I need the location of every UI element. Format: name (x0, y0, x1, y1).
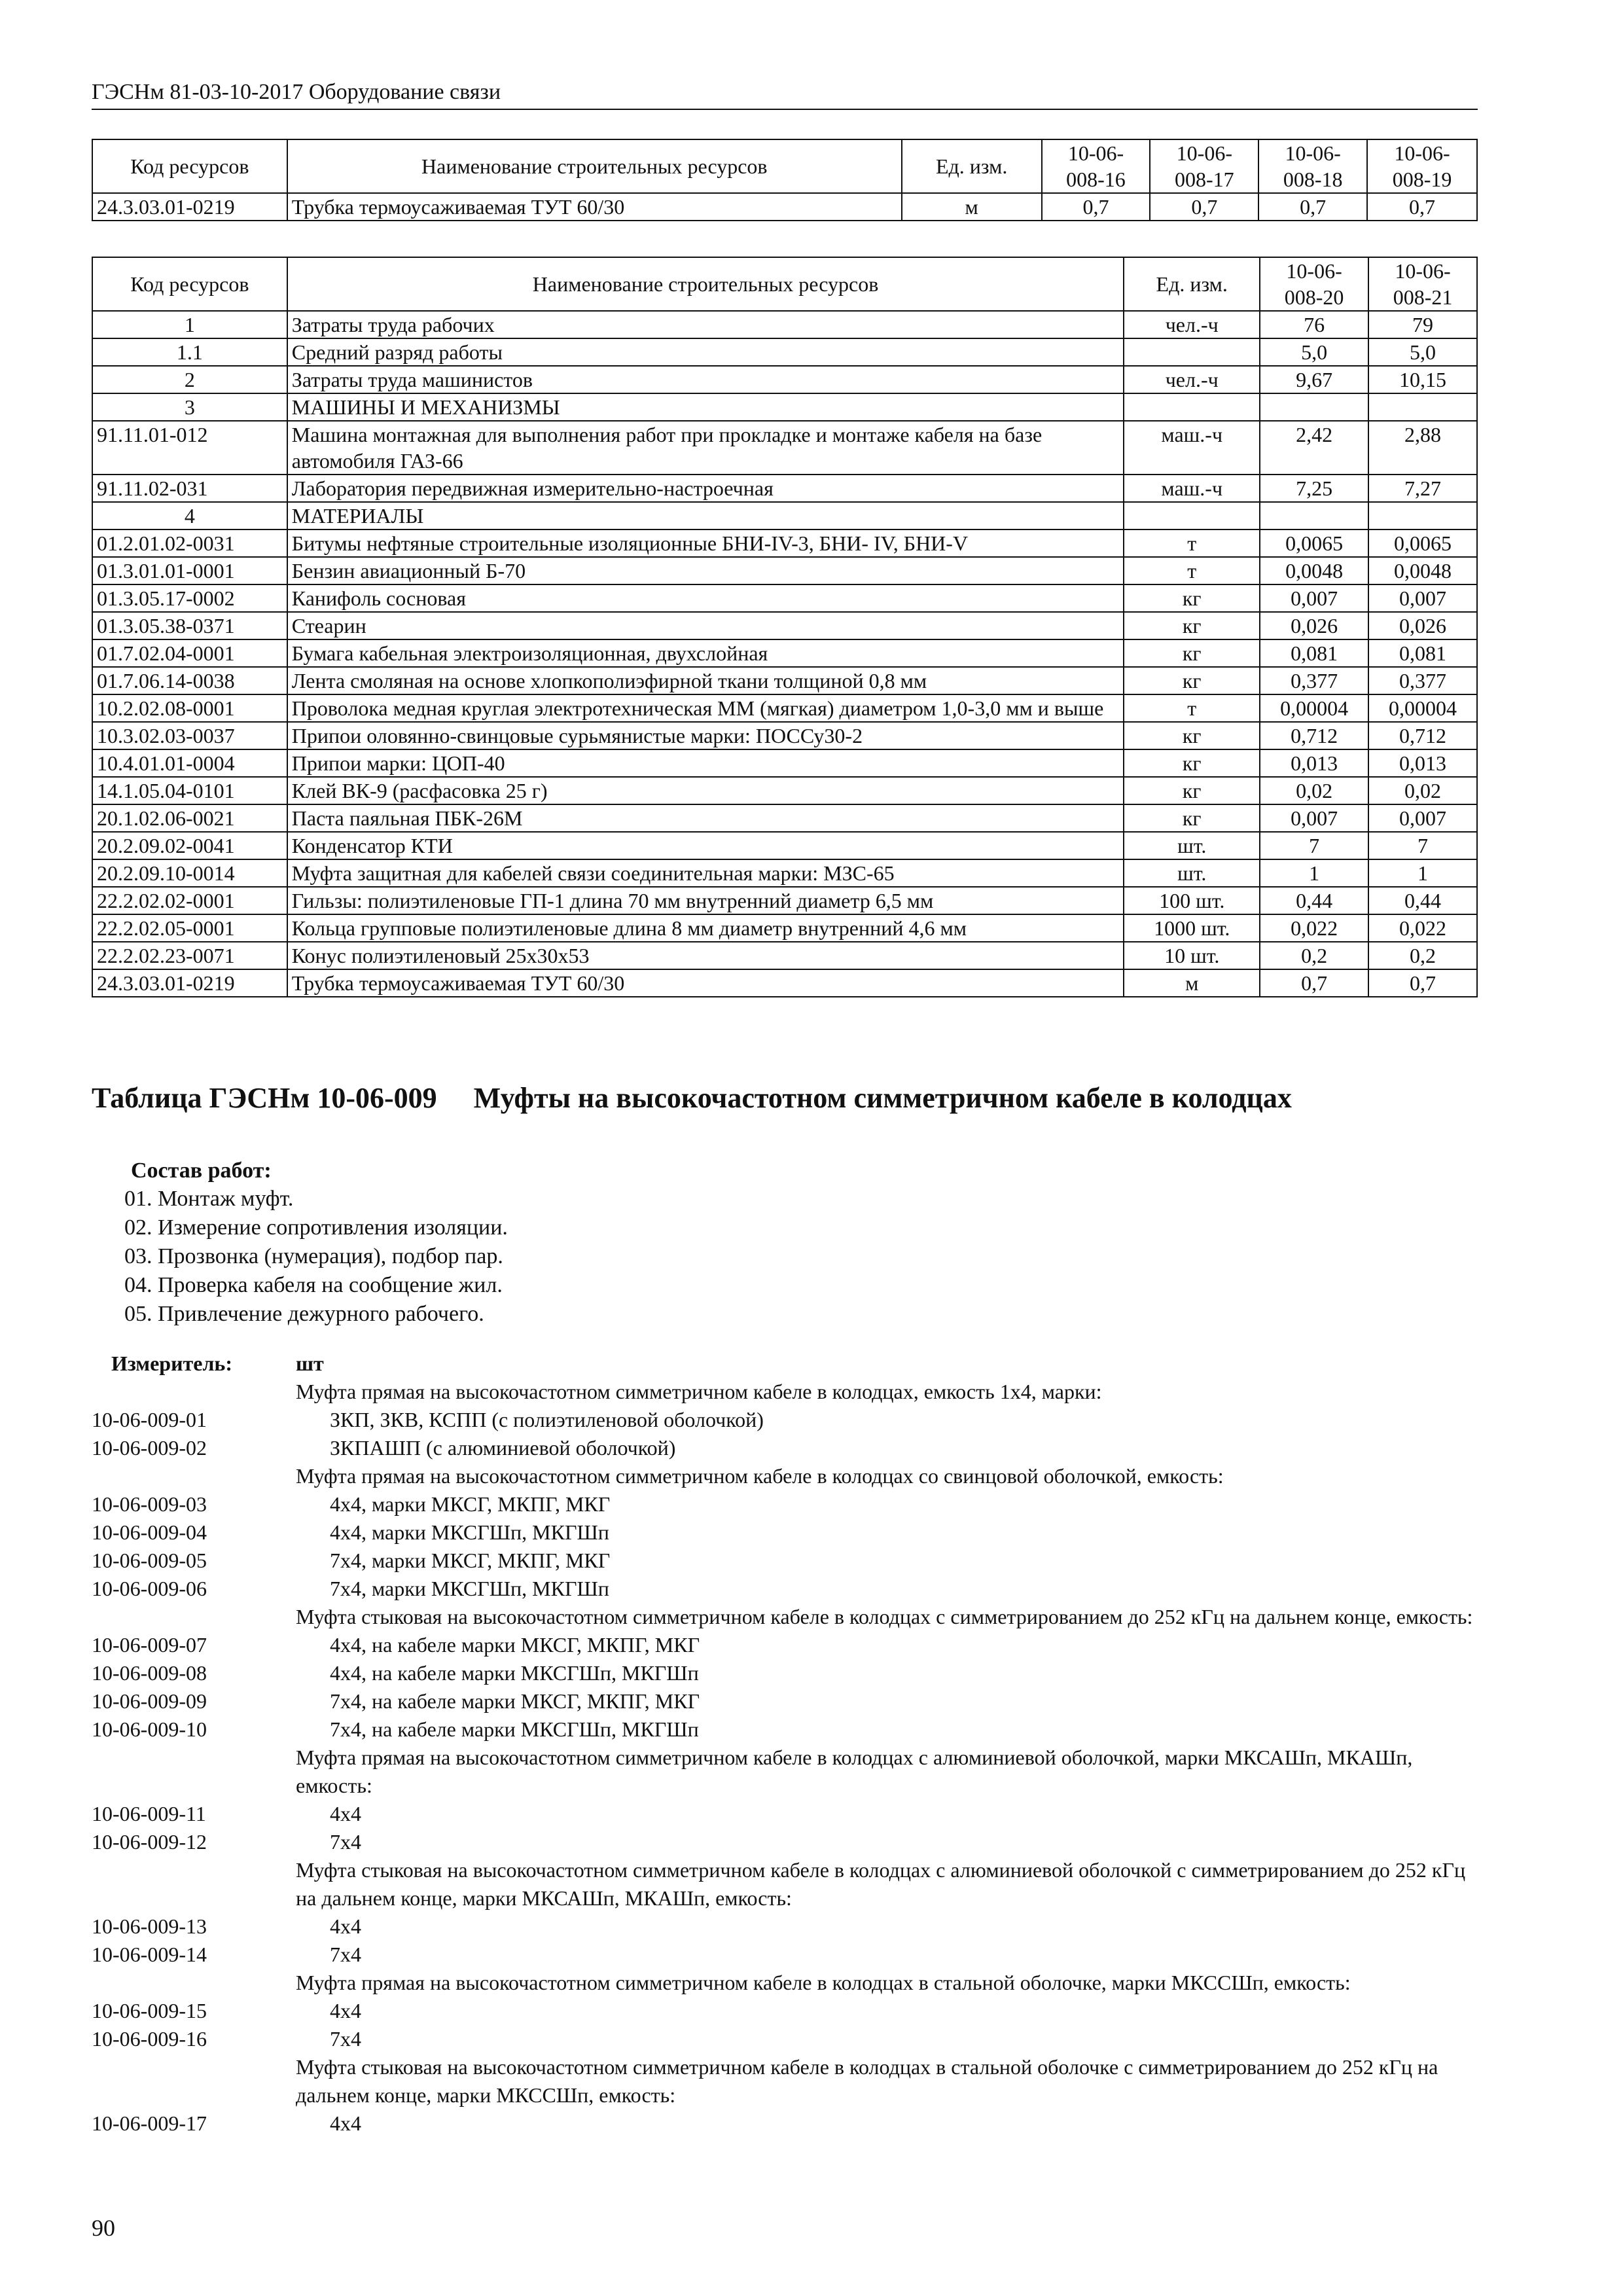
item-description: 4х4 (330, 1802, 361, 1825)
table-row (92, 832, 1477, 859)
cell-value: 0,007 (1368, 584, 1477, 612)
cell-unit: т (1124, 529, 1260, 557)
col-header-008-18: 10-06- 008-18 (1258, 139, 1367, 193)
table-row (92, 421, 1477, 475)
cell-value: 7 (1368, 832, 1477, 859)
running-header: ГЭСНм 81-03-10-2017 Оборудование связи (92, 79, 1478, 110)
cell-name: Затраты труда машинистов (287, 366, 1124, 393)
item-description: 4х4, на кабеле марки МКСГ, МКПГ, МКГ (330, 1633, 700, 1657)
cell-value (1260, 502, 1368, 529)
table-row (92, 887, 1477, 914)
item-code (92, 1856, 296, 1912)
item-description: Муфта прямая на высокочастотном симметричном кабеле в колодцах, емкость 1х4, марки: (296, 1380, 1102, 1403)
list-item (92, 1603, 1478, 1631)
cell-unit: кг (1124, 639, 1260, 667)
col-header-unit: Ед. изм. (902, 139, 1042, 193)
list-item (92, 1856, 1478, 1912)
list-item (92, 1659, 1478, 1687)
list-item (92, 2053, 1478, 2109)
item-code: 10-06-009-17 (92, 2111, 207, 2135)
cell-name: Бензин авиационный Б-70 (287, 557, 1124, 584)
cell-value: 0,7 (1260, 969, 1368, 997)
cell-unit: чел.-ч (1124, 311, 1260, 338)
cell-value: 7 (1260, 832, 1368, 859)
cell-name: Припои марки: ЦОП-40 (287, 749, 1124, 777)
list-item: 02. Измерение сопротивления изоляции. (124, 1215, 508, 1240)
cell-code: 20.2.09.10-0014 (92, 859, 287, 887)
cell-unit: кг (1124, 612, 1260, 639)
table-label: Таблица ГЭСНм 10-06-009 (92, 1082, 437, 1114)
list-item: 05. Привлечение дежурного рабочего. (124, 1302, 484, 1326)
list-item (92, 1518, 1478, 1547)
cell-value: 0,013 (1368, 749, 1477, 777)
item-code (92, 1378, 296, 1406)
item-code: 10-06-009-03 (92, 1492, 207, 1516)
col-header-008-17: 10-06- 008-17 (1150, 139, 1258, 193)
item-description: Муфта стыковая на высокочастотном симметричном кабеле в колодцах с алюминиевой оболочкой с симметрированием до 252 кГц на дальнем конце, марки МКСАШп, МКАШп, емкость: (296, 1858, 1466, 1910)
item-description: ЗКП, ЗКВ, КСПП (с полиэтиленовой оболочкой) (330, 1408, 764, 1431)
meter-section (92, 1350, 1478, 2138)
list-item (92, 2025, 1478, 2053)
cell-value: 7,27 (1368, 475, 1477, 502)
item-description: 7х4, марки МКСГ, МКПГ, МКГ (330, 1549, 611, 1572)
cell-name: Трубка термоусаживаемая ТУТ 60/30 (287, 969, 1124, 997)
cell-unit: кг (1124, 777, 1260, 804)
cell-value: 0,44 (1368, 887, 1477, 914)
cell-code: 10.4.01.01-0004 (92, 749, 287, 777)
cell-name: Битумы нефтяные строительные изоляционные БНИ-IV-3, БНИ- IV, БНИ-V (287, 529, 1124, 557)
item-description: 4х4, марки МКСГ, МКПГ, МКГ (330, 1492, 611, 1516)
meter-row (92, 1350, 1478, 1378)
list-item (92, 1547, 1478, 1575)
cell-code: 91.11.01-012 (92, 421, 287, 475)
cell-unit: шт. (1124, 832, 1260, 859)
cell-name: Припои оловянно-свинцовые сурьмянистые марки: ПОССу30-2 (287, 722, 1124, 749)
cell-value: 0,0048 (1260, 557, 1368, 584)
table-row (92, 584, 1477, 612)
cell-value: 1 (1260, 859, 1368, 887)
cell-code: 91.11.02-031 (92, 475, 287, 502)
item-code: 10-06-009-05 (92, 1549, 207, 1572)
cell-code: 01.7.02.04-0001 (92, 639, 287, 667)
table-row (92, 777, 1477, 804)
table-name: Муфты на высокочастотном симметричном кабеле в колодцах (473, 1082, 1292, 1114)
list-item (92, 1434, 1478, 1462)
cell-value: 0,013 (1260, 749, 1368, 777)
item-code: 10-06-009-04 (92, 1520, 207, 1544)
item-description: ЗКПАШП (с алюминиевой оболочкой) (330, 1436, 676, 1460)
cell-value (1260, 393, 1368, 421)
cell-value (1368, 502, 1477, 529)
col-header-008-19: 10-06- 008-19 (1367, 139, 1477, 193)
item-description: 4х4 (330, 1999, 361, 2022)
list-item: 01. Монтаж муфт. (124, 1187, 294, 1211)
cell-name: Паста паяльная ПБК-26М (287, 804, 1124, 832)
cell-unit: м (1124, 969, 1260, 997)
cell-code: 22.2.02.02-0001 (92, 887, 287, 914)
table-row (92, 722, 1477, 749)
item-description: Муфта прямая на высокочастотном симметричном кабеле в колодцах в стальной оболочке, марки МКССШп, емкость: (296, 1971, 1351, 1994)
item-description: 7х4 (330, 1943, 361, 1966)
cell-value: 1 (1368, 859, 1477, 887)
cell-name: Муфта защитная для кабелей связи соединительная марки: МЗС-65 (287, 859, 1124, 887)
cell-name: Клей ВК-9 (расфасовка 25 г) (287, 777, 1124, 804)
table-row (92, 942, 1477, 969)
cell-value: 0,022 (1368, 914, 1477, 942)
cell-code: 10.3.02.03-0037 (92, 722, 287, 749)
item-code: 10-06-009-11 (92, 1802, 206, 1825)
list-item (92, 1490, 1478, 1518)
cell-value: 5,0 (1368, 338, 1477, 366)
item-code: 10-06-009-14 (92, 1943, 207, 1966)
list-item (92, 1631, 1478, 1659)
cell-code: 01.3.05.38-0371 (92, 612, 287, 639)
cell-value: 0,7 (1368, 969, 1477, 997)
cell-value: 0,7 (1150, 193, 1258, 221)
cell-unit: м (902, 193, 1042, 221)
resource-table-2 (92, 257, 1478, 997)
cell-code: 01.7.06.14-0038 (92, 667, 287, 694)
cell-value: 0,2 (1260, 942, 1368, 969)
cell-code: 24.3.03.01-0219 (92, 969, 287, 997)
item-description: 4х4 (330, 1914, 361, 1938)
cell-code: 14.1.05.04-0101 (92, 777, 287, 804)
item-description: 7х4, марки МКСГШп, МКГШп (330, 1577, 609, 1600)
col-header-code: Код ресурсов (92, 257, 287, 311)
item-code (92, 1969, 296, 1997)
cell-code: 2 (92, 366, 287, 393)
table-row (92, 804, 1477, 832)
resource-table-1 (92, 139, 1478, 221)
item-code (92, 2053, 296, 2109)
table-header-row (92, 139, 1477, 193)
cell-value: 0,44 (1260, 887, 1368, 914)
cell-value: 0,00004 (1368, 694, 1477, 722)
table-row (92, 859, 1477, 887)
cell-unit (1124, 393, 1260, 421)
col-header-code: Код ресурсов (92, 139, 287, 193)
table-row (92, 914, 1477, 942)
cell-value: 0,081 (1368, 639, 1477, 667)
cell-value: 2,88 (1368, 421, 1477, 475)
cell-name: Стеарин (287, 612, 1124, 639)
list-item (92, 1941, 1478, 1969)
cell-name: Машина монтажная для выполнения работ при прокладке и монтаже кабеля на базе автомобиля ГАЗ-66 (287, 421, 1124, 475)
cell-name: МАТЕРИАЛЫ (287, 502, 1124, 529)
list-item (92, 1997, 1478, 2025)
cell-unit: кг (1124, 584, 1260, 612)
cell-name: Канифоль сосновая (287, 584, 1124, 612)
table-row (92, 557, 1477, 584)
table-row (92, 667, 1477, 694)
list-item (92, 1715, 1478, 1744)
cell-value: 0,377 (1260, 667, 1368, 694)
cell-value: 0,026 (1368, 612, 1477, 639)
cell-name: Гильзы: полиэтиленовые ГП-1 длина 70 мм внутренний диаметр 6,5 мм (287, 887, 1124, 914)
cell-value: 0,7 (1367, 193, 1477, 221)
cell-name: Проволока медная круглая электротехническая ММ (мягкая) диаметром 1,0-3,0 мм и выше (287, 694, 1124, 722)
item-code (92, 1603, 296, 1631)
cell-unit: маш.-ч (1124, 475, 1260, 502)
cell-value: 0,7 (1042, 193, 1150, 221)
cell-value: 0,007 (1368, 804, 1477, 832)
table-row (92, 749, 1477, 777)
cell-value: 2,42 (1260, 421, 1368, 475)
item-description: Муфта стыковая на высокочастотном симметричном кабеле в колодцах с симметрированием до 252 кГц на дальнем конце, емкость: (296, 1605, 1473, 1628)
item-code: 10-06-009-10 (92, 1717, 207, 1741)
list-item (92, 1462, 1478, 1490)
cell-name: Конденсатор КТИ (287, 832, 1124, 859)
list-item: 04. Проверка кабеля на сообщение жил. (124, 1273, 503, 1297)
cell-value: 79 (1368, 311, 1477, 338)
list-item (92, 1828, 1478, 1856)
item-description: 4х4, марки МКСГШп, МКГШп (330, 1520, 609, 1544)
list-item: 03. Прозвонка (нумерация), подбор пар. (124, 1244, 503, 1268)
cell-value: 10,15 (1368, 366, 1477, 393)
table-row (92, 393, 1477, 421)
work-composition-list (124, 1185, 508, 1329)
cell-name: Лента смоляная на основе хлопкополиэфирной ткани толщиной 0,8 мм (287, 667, 1124, 694)
cell-code: 22.2.02.05-0001 (92, 914, 287, 942)
cell-unit: 1000 шт. (1124, 914, 1260, 942)
cell-value: 0,7 (1258, 193, 1367, 221)
cell-value: 0,007 (1260, 584, 1368, 612)
meter-value: шт (296, 1352, 324, 1375)
cell-name: Бумага кабельная электроизоляционная, двухслойная (287, 639, 1124, 667)
col-header-unit: Ед. изм. (1124, 257, 1260, 311)
item-description: 4х4, на кабеле марки МКСГШп, МКГШп (330, 1661, 699, 1685)
col-header-name: Наименование строительных ресурсов (287, 139, 902, 193)
cell-name: Затраты труда рабочих (287, 311, 1124, 338)
cell-name: МАШИНЫ И МЕХАНИЗМЫ (287, 393, 1124, 421)
item-description: Муфта прямая на высокочастотном симметричном кабеле в колодцах с алюминиевой оболочкой, марки МКСАШп, МКАШп, емкость: (296, 1746, 1413, 1797)
item-code: 10-06-009-15 (92, 1999, 207, 2022)
cell-value: 0,02 (1260, 777, 1368, 804)
item-description: Муфта стыковая на высокочастотном симметричном кабеле в колодцах в стальной оболочке с симметрированием до 252 кГц на дальнем конце, марки МКССШп, емкость: (296, 2055, 1438, 2107)
list-item (92, 1800, 1478, 1828)
col-header-008-16: 10-06- 008-16 (1042, 139, 1150, 193)
cell-value: 0,0048 (1368, 557, 1477, 584)
cell-code: 24.3.03.01-0219 (92, 193, 287, 221)
cell-value: 9,67 (1260, 366, 1368, 393)
cell-value: 0,02 (1368, 777, 1477, 804)
col-header-name: Наименование строительных ресурсов (287, 257, 1124, 311)
item-code: 10-06-009-09 (92, 1689, 207, 1713)
cell-unit: 10 шт. (1124, 942, 1260, 969)
item-description: 7х4 (330, 1830, 361, 1854)
item-code: 10-06-009-01 (92, 1408, 207, 1431)
cell-value: 0,026 (1260, 612, 1368, 639)
cell-unit: маш.-ч (1124, 421, 1260, 475)
item-code: 10-06-009-13 (92, 1914, 207, 1938)
cell-value: 7,25 (1260, 475, 1368, 502)
cell-name: Кольца групповые полиэтиленовые длина 8 мм диаметр внутренний 4,6 мм (287, 914, 1124, 942)
work-composition-title: Состав работ: (131, 1158, 272, 1183)
table-row (92, 639, 1477, 667)
item-code: 10-06-009-06 (92, 1577, 207, 1600)
cell-unit (1124, 338, 1260, 366)
item-code (92, 1462, 296, 1490)
table-row (92, 475, 1477, 502)
col-header-008-20: 10-06- 008-20 (1260, 257, 1368, 311)
table-row (92, 193, 1477, 221)
page-number: 90 (92, 2215, 115, 2241)
item-code: 10-06-009-08 (92, 1661, 207, 1685)
table-header-row (92, 257, 1477, 311)
item-description: 7х4 (330, 2027, 361, 2051)
list-item (92, 1687, 1478, 1715)
cell-unit: т (1124, 694, 1260, 722)
cell-value (1368, 393, 1477, 421)
list-item (92, 1575, 1478, 1603)
cell-code: 20.2.09.02-0041 (92, 832, 287, 859)
table-row (92, 969, 1477, 997)
item-description: Муфта прямая на высокочастотном симметричном кабеле в колодцах со свинцовой оболочкой, емкость: (296, 1464, 1224, 1488)
cell-code: 1 (92, 311, 287, 338)
cell-unit: чел.-ч (1124, 366, 1260, 393)
table-title (92, 1080, 1292, 1117)
item-description: 7х4, на кабеле марки МКСГ, МКПГ, МКГ (330, 1689, 700, 1713)
cell-unit: кг (1124, 749, 1260, 777)
cell-unit: шт. (1124, 859, 1260, 887)
cell-code: 22.2.02.23-0071 (92, 942, 287, 969)
cell-code: 1.1 (92, 338, 287, 366)
col-header-008-21: 10-06- 008-21 (1368, 257, 1477, 311)
cell-unit (1124, 502, 1260, 529)
table-row (92, 529, 1477, 557)
cell-code: 3 (92, 393, 287, 421)
item-code: 10-06-009-02 (92, 1436, 207, 1460)
item-code: 10-06-009-16 (92, 2027, 207, 2051)
list-item (92, 2109, 1478, 2138)
cell-value: 5,0 (1260, 338, 1368, 366)
cell-value: 0,712 (1368, 722, 1477, 749)
table-row (92, 311, 1477, 338)
table-row (92, 612, 1477, 639)
cell-value: 0,0065 (1368, 529, 1477, 557)
cell-code: 01.2.01.02-0031 (92, 529, 287, 557)
item-code: 10-06-009-07 (92, 1633, 207, 1657)
table-row (92, 338, 1477, 366)
table-row (92, 694, 1477, 722)
cell-unit: кг (1124, 722, 1260, 749)
list-item (92, 1969, 1478, 1997)
cell-value: 0,0065 (1260, 529, 1368, 557)
list-item (92, 1912, 1478, 1941)
item-code: 10-06-009-12 (92, 1830, 207, 1854)
cell-unit: 100 шт. (1124, 887, 1260, 914)
cell-code: 01.3.05.17-0002 (92, 584, 287, 612)
cell-value: 0,022 (1260, 914, 1368, 942)
cell-code: 10.2.02.08-0001 (92, 694, 287, 722)
cell-value: 0,081 (1260, 639, 1368, 667)
list-item (92, 1406, 1478, 1434)
cell-name: Средний разряд работы (287, 338, 1124, 366)
cell-value: 0,377 (1368, 667, 1477, 694)
cell-value: 0,712 (1260, 722, 1368, 749)
cell-name: Лаборатория передвижная измерительно-настроечная (287, 475, 1124, 502)
meter-label: Измеритель: (111, 1352, 232, 1375)
cell-value: 0,00004 (1260, 694, 1368, 722)
table-row (92, 366, 1477, 393)
cell-unit: кг (1124, 667, 1260, 694)
cell-value: 0,007 (1260, 804, 1368, 832)
item-description: 4х4 (330, 2111, 361, 2135)
cell-value: 0,2 (1368, 942, 1477, 969)
list-item (92, 1378, 1478, 1406)
cell-code: 01.3.01.01-0001 (92, 557, 287, 584)
item-code (92, 1744, 296, 1800)
cell-unit: т (1124, 557, 1260, 584)
cell-code: 20.1.02.06-0021 (92, 804, 287, 832)
cell-code: 4 (92, 502, 287, 529)
cell-name: Трубка термоусаживаемая ТУТ 60/30 (287, 193, 902, 221)
item-description: 7х4, на кабеле марки МКСГШп, МКГШп (330, 1717, 699, 1741)
cell-unit: кг (1124, 804, 1260, 832)
cell-value: 76 (1260, 311, 1368, 338)
table-row (92, 502, 1477, 529)
list-item (92, 1744, 1478, 1800)
cell-name: Конус полиэтиленовый 25x30x53 (287, 942, 1124, 969)
